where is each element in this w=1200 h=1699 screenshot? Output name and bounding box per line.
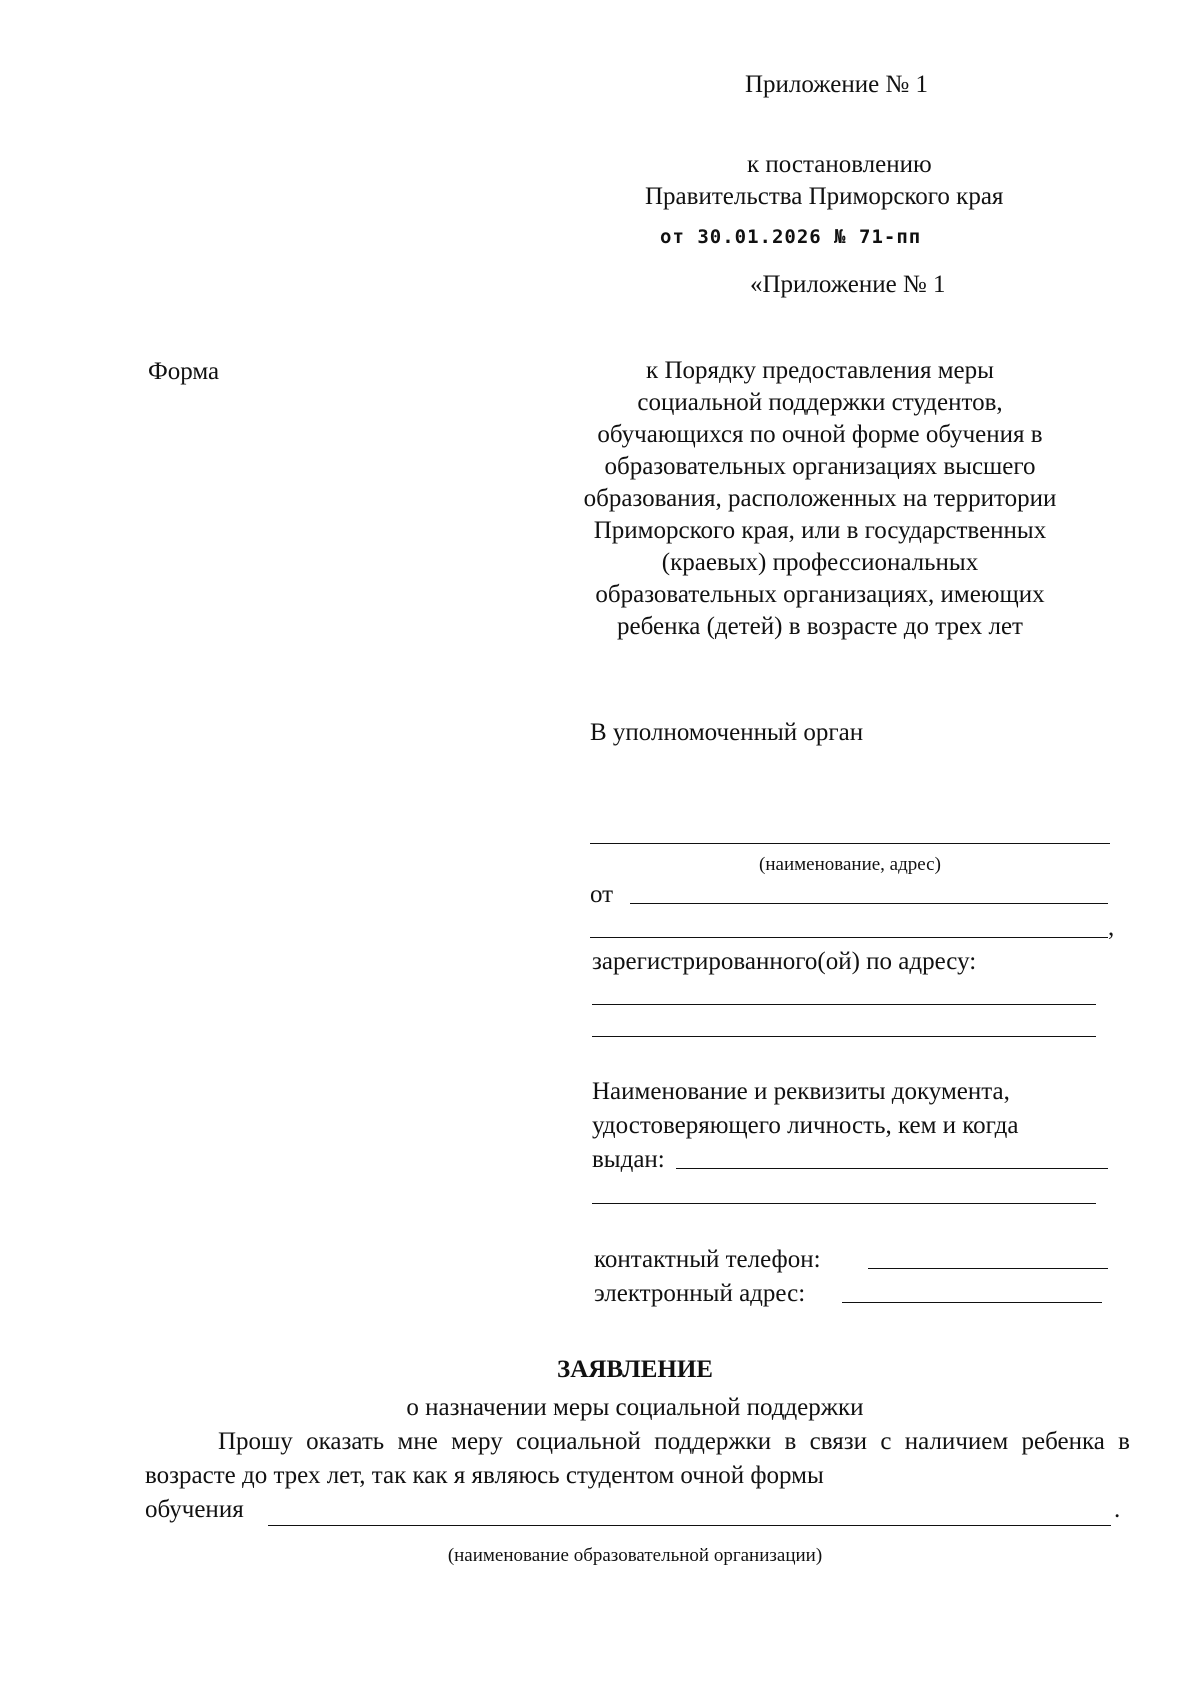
phone-label: контактный телефон:: [594, 1246, 821, 1273]
to-authority-label: В уполномоченный орган: [590, 719, 864, 746]
procedure-line: образовательных организациях, имеющих: [595, 581, 1045, 608]
issued-label: выдан:: [592, 1146, 665, 1173]
issued-line-2: [592, 1203, 1096, 1204]
government-label: Правительства Приморского края: [645, 183, 1004, 210]
study-label: обучения: [145, 1496, 244, 1523]
resolution-date-number: от 30.01.2026 № 71-пп: [660, 226, 922, 248]
authority-name-line: [590, 843, 1110, 844]
from-name-line-2: [590, 937, 1108, 938]
procedure-description: [530, 355, 1110, 643]
end-dot: .: [1114, 1496, 1121, 1523]
procedure-line: образовательных организациях высшего: [604, 453, 1036, 480]
appendix-title: Приложение № 1: [745, 71, 929, 98]
document-label-line-1: Наименование и реквизиты документа,: [592, 1078, 1010, 1105]
to-resolution-label: к постановлению: [747, 151, 932, 178]
statement-subtitle: о назначении меры социальной поддержки: [406, 1394, 864, 1421]
issued-line-1: [676, 1168, 1108, 1169]
statement-title: ЗАЯВЛЕНИЕ: [557, 1356, 713, 1383]
trailing-comma: ,: [1108, 914, 1115, 941]
procedure-line: (краевых) профессиональных: [661, 549, 979, 576]
document-label-line-2: удостоверяющего личность, кем и когда: [592, 1112, 1019, 1139]
organization-hint: (наименование образовательной организации): [447, 1545, 823, 1566]
procedure-line: социальной поддержки студентов,: [637, 389, 1003, 416]
procedure-line: Приморского края, или в государственных: [593, 517, 1047, 544]
procedure-line: обучающихся по очной форме обучения в: [597, 421, 1043, 448]
registered-address-label: зарегистрированного(ой) по адресу:: [592, 948, 977, 975]
procedure-line: к Порядку предоставления меры: [646, 357, 994, 384]
phone-line: [868, 1268, 1108, 1269]
organization-line: [268, 1525, 1111, 1526]
from-name-line: [630, 903, 1108, 904]
email-label: электронный адрес:: [594, 1280, 806, 1307]
form-label: Форма: [148, 358, 220, 385]
procedure-line: ребенка (детей) в возрасте до трех лет: [617, 613, 1023, 640]
address-line-2: [592, 1036, 1096, 1037]
name-address-hint: (наименование, адрес): [759, 854, 941, 875]
email-line: [842, 1302, 1102, 1303]
from-label: от: [590, 881, 614, 908]
address-line-1: [592, 1004, 1096, 1005]
statement-body: Прошу оказать мне меру социальной поддержки в связи с наличием ребенка в возрасте до трех лет, так как я являюсь студентом очной формы: [145, 1428, 1130, 1489]
appendix-quoted-title: «Приложение № 1: [750, 271, 946, 298]
procedure-line: образования, расположенных на территории: [583, 485, 1057, 512]
